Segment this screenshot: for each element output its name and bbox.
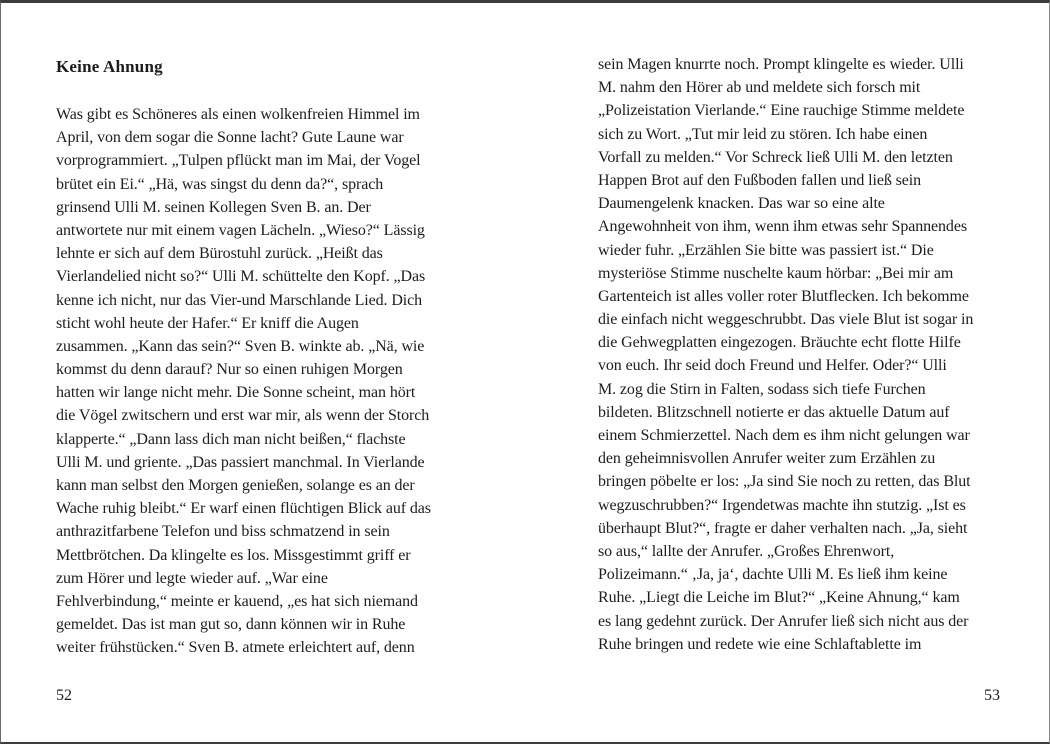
text-line: April, von dem sogar die Sonne lacht? Gute Laune war [56,129,404,147]
text-line: Happen Brot auf den Fußboden fallen und ließ sein [598,171,922,189]
text-line: sticht wohl heute der Hafer.“ Er kniff die Augen [56,314,359,332]
text-line: so aus,“ lallte der Anrufer. „Großes Ehrenwort, [598,542,895,560]
text-line: wegzuschrubben?“ Irgendetwas machte ihn stutzig. „Ist es [598,496,966,514]
text-line: gemeldet. Das ist man gut so, dann können wir in Ruhe [56,616,406,634]
text-line: Fehlverbindung,“ meinte er kauend, „es hat sich niemand [56,592,418,610]
text-line: brütet ein Ei.“ „Hä, was singst du denn da?“, sprach [56,175,384,193]
text-line: von euch. Ihr seid doch Freund und Helfer. Oder?“ Ulli [598,357,947,375]
text-line: Ruhe. „Liegt die Leiche im Blut?“ „Keine Ahnung,“ kam [598,589,960,607]
text-line: Daumengelenk knacken. Das war so eine alte [598,195,885,213]
text-line: „Polizeistation Vierlande.“ Eine rauchige Stimme meldete [598,102,965,120]
text-line: sein Magen knurrte noch. Prompt klingelte es wieder. Ulli [598,56,964,73]
right-page-number: 53 [984,687,1000,704]
text-line: bringen pöbelte er los: „Ja sind Sie noch zu retten, das Blut [598,473,971,491]
text-line: hatten wir lange nicht mehr. Die Sonne scheint, man hört [56,384,416,402]
text-line: Mettbrötchen. Da klingelte es los. Missgestimmt griff er [56,546,411,564]
text-line: Wache ruhig bleibt.“ Er warf einen flüchtigen Blick auf das [56,500,431,518]
text-line: kenne ich nicht, nur das Vier-und Marschlande Lied. Dich [56,291,423,309]
text-line: anthrazitfarbene Telefon und biss schmatzend in sein [56,523,390,541]
text-line: Ulli M. und griente. „Das passiert manchmal. In Vierlande [56,453,425,471]
right-page [598,3,1000,744]
text-line: antwortete nur mit einem vagen Lächeln. „Wieso?“ Lässig [56,221,425,239]
text-line: die Gehwegplatten eingezogen. Bräuchte echt flotte Hilfe [598,334,961,352]
text-line: M. zog die Stirn in Falten, sodass sich tiefe Furchen [598,380,926,398]
text-line: Vorfall zu melden.“ Vor Schreck ließ Ulli M. den letzten [598,148,953,166]
text-line: lehnte er sich auf dem Bürostuhl zurück. „Heißt das [56,245,383,263]
text-line: den geheimnisvollen Anrufer weiter zum Erzählen zu [598,450,936,468]
left-page [56,3,486,744]
left-page-body-text [56,103,431,660]
chapter-heading: Keine Ahnung [56,57,163,76]
text-line: M. nahm den Hörer ab und meldete sich forsch mit [598,79,921,97]
text-line: Gartenteich ist alles voller roter Blutflecken. Ich bekomme [598,287,969,305]
text-line: kann man selbst den Morgen genießen, solange es an der [56,477,415,494]
text-line: die einfach nicht weggeschrubbt. Das viele Blut ist sogar in [598,311,974,329]
left-page-number: 52 [56,687,72,704]
text-line: mysteriöse Stimme nuschelte kaum hörbar: „Bei mir am [598,264,954,282]
text-line: bildeten. Blitzschnell notierte er das aktuelle Datum auf [598,403,950,421]
text-line: Angewohnheit von ihm, wenn ihm etwas sehr Spannendes [598,218,967,236]
text-line: Polizeimann.“ ‚Ja, ja‘, dachte Ulli M. Es ließ ihm keine [598,566,948,584]
text-line: grinsend Ulli M. seinen Kollegen Sven B. an. Der [56,198,371,216]
text-line: sich zu Wort. „Tut mir leid zu stören. Ich habe einen [598,125,928,143]
text-line: weiter frühstücken.“ Sven B. atmete erleichtert auf, denn [56,639,415,657]
text-line: Vierlandelied nicht so?“ Ulli M. schüttelte den Kopf. „Das [56,268,426,286]
text-line: wieder fuhr. „Erzählen Sie bitte was passiert ist.“ Die [598,241,934,259]
text-line: vorprogrammiert. „Tulpen pflückt man im Mai, der Vogel [56,152,421,170]
text-line: Ruhe bringen und redete wie eine Schlaftablette im [598,635,922,653]
text-line: klapperte.“ „Dann lass dich man nicht beißen,“ flachste [56,430,406,448]
text-line: zusammen. „Kann das sein?“ Sven B. winkte ab. „Nä, wie [56,337,425,355]
text-line: kommst du denn darauf? Nur so einen ruhigen Morgen [56,361,403,379]
text-line: es lang gedehnt zurück. Der Anrufer ließ sich nicht aus der [598,612,969,630]
text-line: einem Schmierzettel. Nach dem es ihm nicht gelungen war [598,427,970,444]
text-line: überhaupt Blut?“, fragte er daher verhalten nach. „Ja, sieht [598,519,968,537]
text-line: zum Hörer und legte wieder auf. „War eine [56,569,328,587]
right-page-body-text [598,53,973,656]
text-line: Was gibt es Schöneres als einen wolkenfreien Himmel im [56,106,420,123]
text-line: die Vögel zwitschern und erst war mir, als wenn der Storch [56,407,430,425]
